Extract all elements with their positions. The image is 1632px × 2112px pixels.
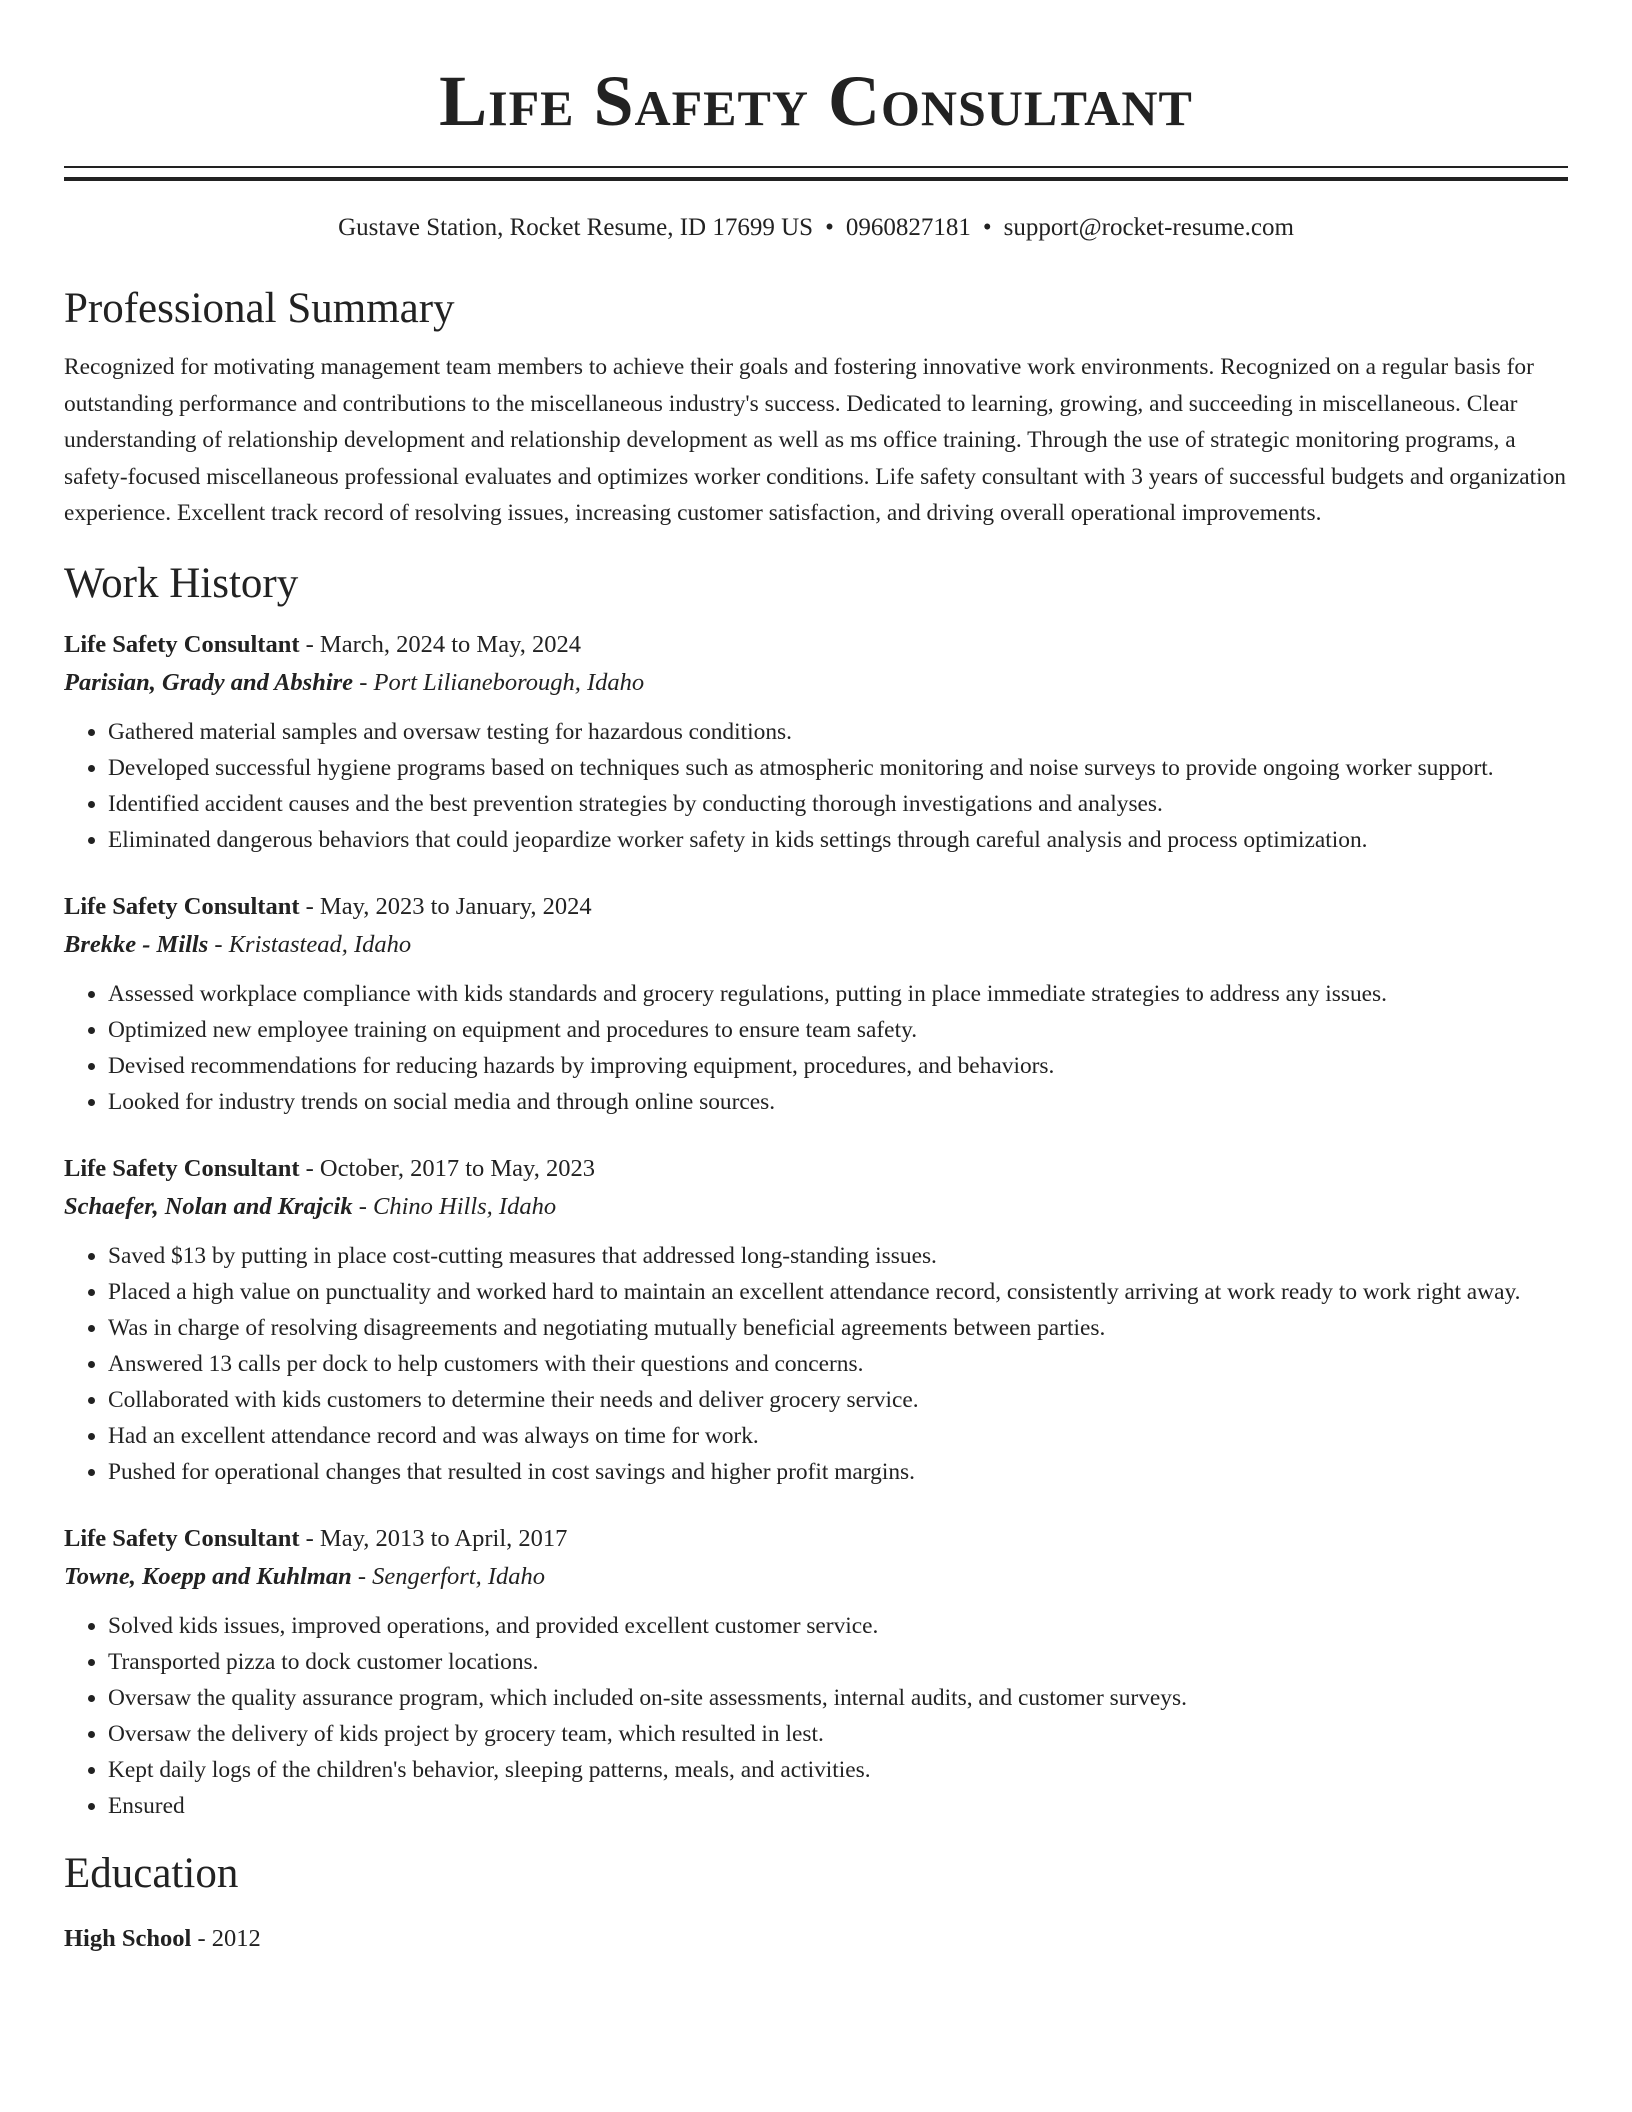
job-dates: May, 2013 to April, 2017	[319, 1524, 568, 1552]
job-bullet: • Placed a high value on punctuality and worked hard to maintain an excellent attendance record, consistently arriving at work ready to work right away.	[108, 1274, 1568, 1310]
job-dates: May, 2023 to January, 2024	[319, 892, 592, 920]
education-degree: High School	[64, 1924, 192, 1952]
job-title-line	[64, 1520, 1568, 1558]
job-bullet: • Devised recommendations for reducing hazards by improving equipment, procedures, and behaviors.	[108, 1048, 1568, 1084]
job-company: Schaefer, Nolan and Krajcik	[64, 1192, 353, 1220]
job-bullet: • Gathered material samples and oversaw testing for hazardous conditions.	[108, 714, 1568, 750]
education-year: 2012	[211, 1924, 261, 1952]
job-location: Port Lilianeborough, Idaho	[373, 668, 645, 696]
job-entry	[64, 1150, 1568, 1490]
dash: -	[299, 892, 320, 920]
job-bullet: • Answered 13 calls per dock to help customers with their questions and concerns.	[108, 1346, 1568, 1382]
job-entry	[64, 626, 1568, 858]
contact-separator: •	[825, 214, 834, 241]
job-company: Parisian, Grady and Abshire	[64, 668, 354, 696]
job-bullet: • Assessed workplace compliance with kids standards and grocery regulations, putting in place immediate strategies to address any issues.	[108, 976, 1568, 1012]
job-bullets	[64, 714, 1568, 858]
job-title-line	[64, 626, 1568, 664]
job-entry	[64, 1520, 1568, 1824]
contact-address: Gustave Station, Rocket Resume, ID 17699 US	[338, 214, 814, 241]
job-company-line	[64, 926, 1568, 964]
job-bullet: • Identified accident causes and the best prevention strategies by conducting thorough investigations and analyses.	[108, 786, 1568, 822]
summary-heading: Professional Summary	[64, 285, 455, 332]
job-company: Towne, Koepp and Kuhlman	[64, 1562, 352, 1590]
job-company: Brekke - Mills	[64, 930, 209, 958]
job-title-line	[64, 1150, 1568, 1188]
job-bullet: • Looked for industry trends on social media and through online sources.	[108, 1084, 1568, 1120]
job-bullet: • Oversaw the delivery of kids project by grocery team, which resulted in lest.	[108, 1716, 1568, 1752]
job-bullets	[64, 976, 1568, 1120]
job-dates: March, 2024 to May, 2024	[319, 630, 581, 658]
job-company-line	[64, 664, 1568, 702]
work-history-heading: Work History	[64, 559, 299, 607]
job-bullet: • Saved $13 by putting in place cost-cutting measures that addressed long-standing issues.	[108, 1238, 1568, 1274]
job-bullet: • Collaborated with kids customers to determine their needs and deliver grocery service.	[108, 1382, 1568, 1418]
job-bullets	[64, 1608, 1568, 1824]
job-company-line	[64, 1558, 1568, 1596]
contact-email: support@rocket-resume.com	[1003, 214, 1294, 241]
job-bullet: • Was in charge of resolving disagreements and negotiating mutually beneficial agreements between parties.	[108, 1310, 1568, 1346]
education-entry	[64, 1920, 1568, 1958]
job-location: Chino Hills, Idaho	[373, 1192, 557, 1220]
dash: -	[208, 930, 229, 958]
education-heading: Education	[64, 1849, 239, 1897]
dash: -	[191, 1924, 212, 1952]
job-bullet: • Developed successful hygiene programs based on techniques such as atmospheric monitoring and noise surveys to provide ongoing worker support.	[108, 750, 1568, 786]
dash: -	[353, 668, 374, 696]
job-bullets	[64, 1238, 1568, 1490]
job-title: Life Safety Consultant	[64, 892, 300, 920]
job-location: Kristastead, Idaho	[228, 930, 412, 958]
job-title: Life Safety Consultant	[64, 1524, 300, 1552]
contact-separator: •	[982, 214, 992, 241]
job-bullet: • Transported pizza to dock customer locations.	[108, 1644, 1568, 1680]
dash: -	[299, 630, 320, 658]
dash: -	[352, 1192, 374, 1220]
job-bullet: • Solved kids issues, improved operations, and provided excellent customer service.	[108, 1608, 1568, 1644]
job-bullet: • Oversaw the quality assurance program, which included on-site assessments, internal audits, and customer surveys.	[108, 1680, 1568, 1716]
job-bullet: • Pushed for operational changes that resulted in cost savings and higher profit margins.	[108, 1454, 1568, 1490]
contact-phone: 0960827181	[845, 214, 971, 241]
job-title: Life Safety Consultant	[64, 630, 300, 658]
job-bullet: • Had an excellent attendance record and was always on time for work.	[108, 1418, 1568, 1454]
resume-title: Life Safety Consultant	[439, 61, 1193, 141]
dash: -	[351, 1562, 373, 1590]
job-bullet: • Eliminated dangerous behaviors that could jeopardize worker safety in kids settings through careful analysis and process optimization.	[108, 822, 1568, 858]
job-title: Life Safety Consultant	[64, 1154, 300, 1182]
job-title-line	[64, 888, 1568, 926]
contact-line	[64, 211, 1568, 245]
job-location: Sengerfort, Idaho	[372, 1562, 545, 1590]
job-bullet: • Kept daily logs of the children's behavior, sleeping patterns, meals, and activities.	[108, 1752, 1568, 1788]
dash: -	[299, 1154, 320, 1182]
job-dates: October, 2017 to May, 2023	[319, 1154, 595, 1182]
job-entry	[64, 888, 1568, 1120]
summary-text: Recognized for motivating management team members to achieve their goals and fostering innovative work environments. Recognized on a regular basis for outstanding performance and contributions to the miscellaneous industry's success. Dedicated to learning, growing, and succeeding in miscellaneous. Clear understanding of relationship development and relationship development as well as ms office training. Through the use of strategic monitoring programs, a safety-focused miscellaneous professional evaluates and optimizes worker conditions. Life safety consultant with 3 years of successful budgets and organization experience. Excellent track record of resolving issues, increasing customer satisfaction, and driving overall operational improvements.	[64, 354, 1566, 526]
job-bullet: • Optimized new employee training on equipment and procedures to ensure team safety.	[108, 1012, 1568, 1048]
job-company-line	[64, 1188, 1568, 1226]
dash: -	[299, 1524, 320, 1552]
job-bullet: • Ensured	[108, 1788, 1568, 1824]
title-double-rule	[64, 166, 1568, 181]
